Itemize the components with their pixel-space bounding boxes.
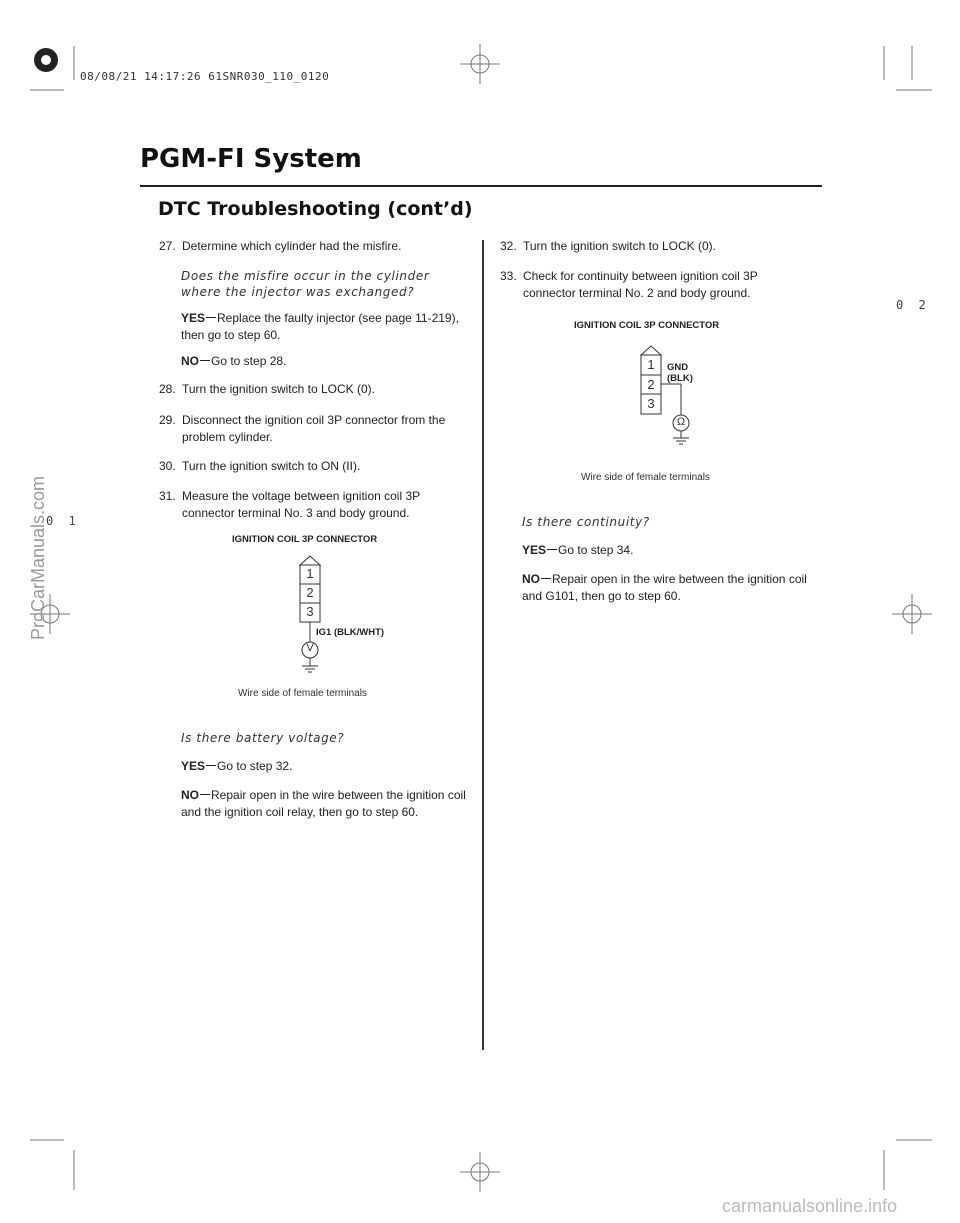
dash [206, 317, 216, 318]
step-number: 31. [159, 489, 176, 503]
answer-yes-27 [181, 310, 471, 344]
yes-label: YES [181, 759, 206, 773]
answer-no-31 [181, 787, 471, 821]
question-33: Is there continuity? [522, 515, 650, 529]
step-number: 32. [500, 239, 517, 253]
answer-text: Go to step 34. [558, 543, 634, 557]
step-text: Measure the voltage between ignition coil 3P connector terminal No. 3 and body ground. [182, 489, 420, 520]
yes-label: YES [181, 311, 206, 325]
wire-label-gnd: GND [667, 362, 689, 373]
step-text: Determine which cylinder had the misfire. [182, 239, 402, 253]
answer-no-27 [181, 353, 471, 370]
step-text: Turn the ignition switch to LOCK (0). [523, 239, 716, 253]
step-28 [159, 381, 479, 398]
column-divider [482, 240, 484, 1050]
question-31: Is there battery voltage? [181, 731, 345, 745]
step-33 [500, 268, 790, 302]
pin-1: 1 [306, 566, 314, 581]
step-27 [159, 238, 479, 255]
no-label: NO [181, 354, 199, 368]
connector-title: IGNITION COIL 3P CONNECTOR [574, 320, 720, 331]
dash [206, 765, 216, 766]
pin-3: 3 [647, 396, 655, 411]
answer-text: Repair open in the wire between the ignition coil and the ignition coil relay, then go to step 60. [181, 788, 466, 819]
diagram-caption: Wire side of female terminals [238, 688, 367, 699]
print-stamp: 08/08/21 14:17:26 61SNR030_110_0120 [80, 70, 330, 83]
pin-3: 3 [306, 604, 314, 619]
step-number: 29. [159, 413, 176, 427]
step-32 [500, 238, 800, 255]
step-number: 30. [159, 459, 176, 473]
step-text: Turn the ignition switch to ON (II). [182, 459, 361, 473]
pin-1: 1 [647, 357, 655, 372]
pin-2: 2 [306, 585, 314, 600]
step-31 [159, 488, 459, 522]
dash [547, 549, 557, 550]
dash [200, 360, 210, 361]
connector-title: IGNITION COIL 3P CONNECTOR [232, 534, 378, 545]
no-label: NO [522, 572, 540, 586]
pin-2: 2 [647, 377, 655, 392]
diagram-caption: Wire side of female terminals [581, 472, 710, 483]
wire-label: IG1 (BLK/WHT) [316, 627, 385, 638]
title-rule [140, 185, 822, 187]
step-30 [159, 458, 479, 475]
left-margin-mark: 0 1 [46, 514, 80, 528]
answer-yes-31 [181, 758, 471, 775]
answer-text: Repair open in the wire between the ignition coil and G101, then go to step 60. [522, 572, 807, 603]
side-watermark: ProCarManuals.com [28, 475, 48, 640]
step-text: Disconnect the ignition coil 3P connector from the problem cylinder. [182, 413, 446, 444]
no-label: NO [181, 788, 199, 802]
page-title: PGM-FI System [140, 144, 362, 174]
answer-yes-33 [522, 542, 812, 559]
yes-label: YES [522, 543, 547, 557]
footer-watermark: carmanualsonline.info [722, 1196, 898, 1216]
answer-text: Go to step 32. [217, 759, 293, 773]
answer-text: Replace the faulty injector (see page 11-219), then go to step 60. [181, 311, 459, 342]
dash [200, 794, 210, 795]
right-margin-mark: 0 2 [896, 298, 930, 312]
voltmeter-icon: V [306, 642, 314, 654]
step-number: 33. [500, 269, 517, 283]
wire-label-color: (BLK) [667, 373, 693, 384]
step-number: 27. [159, 239, 176, 253]
step-number: 28. [159, 382, 176, 396]
dash [541, 578, 551, 579]
answer-no-33 [522, 571, 812, 605]
step-text: Turn the ignition switch to LOCK (0). [182, 382, 375, 396]
section-subtitle: DTC Troubleshooting (cont’d) [158, 198, 473, 220]
step-29 [159, 412, 469, 446]
step-text: Check for continuity between ignition coil 3P connector terminal No. 2 and body ground. [523, 269, 758, 300]
ohmmeter-icon: Ω [676, 416, 686, 428]
answer-text: Go to step 28. [211, 354, 287, 368]
question-27: Does the misfire occur in the cylinder where the injector was exchanged? [181, 269, 430, 299]
